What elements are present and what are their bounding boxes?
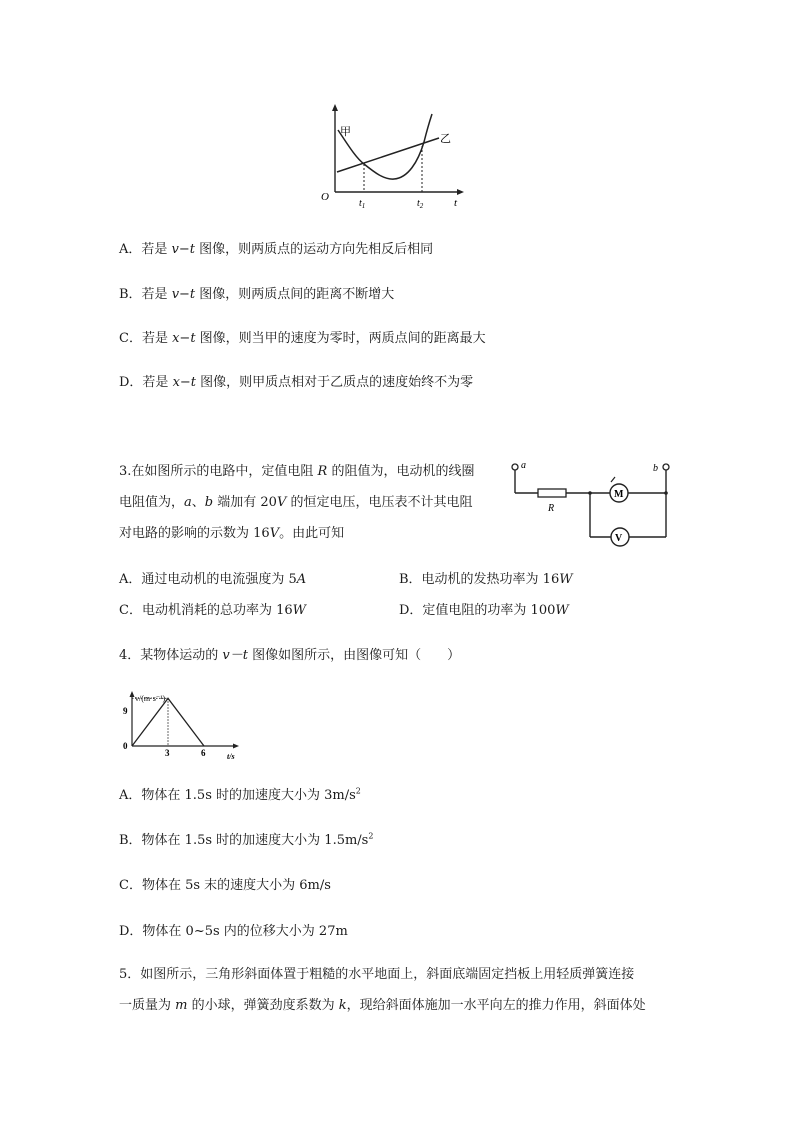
resistor-r xyxy=(538,489,566,497)
label-jia: 甲 xyxy=(340,126,351,138)
label-t-axis: t xyxy=(454,197,458,209)
q3-stem-line1: 3.在如图所示的电路中，定值电阻 R 的阻值为，电动机的线圈 xyxy=(119,464,475,479)
q3-option-a: A．通过电动机的电流强度为 5A xyxy=(119,572,307,587)
voltmeter-label: V xyxy=(615,533,623,544)
motor-label: M xyxy=(614,489,624,500)
q4-option-d: D．物体在 0~5s 内的位移大小为 27m xyxy=(119,924,348,939)
origin-label: 0 xyxy=(123,741,128,751)
q3-option-c: C．电动机消耗的总功率为 16W xyxy=(119,603,306,618)
q2-option-d: D．若是 x−t 图像，则甲质点相对于乙质点的速度始终不为零 xyxy=(119,375,474,390)
x-axis-label: t/s xyxy=(227,752,235,761)
vt-graph xyxy=(117,688,257,763)
y-axis-arrow xyxy=(332,104,338,111)
terminal-b-label: b xyxy=(653,463,658,474)
q4-option-c: C．物体在 5s 末的速度大小为 6m/s xyxy=(119,878,331,893)
x-axis-arrow xyxy=(457,189,464,195)
q5-stem-line2: 一质量为 m 的小球，弹簧劲度系数为 k，现给斜面体施加一水平向左的推力作用，斜面体处 xyxy=(119,998,646,1013)
y-tick-9: 9 xyxy=(123,706,128,716)
q2-option-c: C．若是 x−t 图像，则当甲的速度为零时，两质点间的距离最大 xyxy=(119,331,486,346)
terminal-b xyxy=(663,464,669,470)
line-yi xyxy=(337,138,439,172)
label-t2: $t_2$ xyxy=(417,198,424,210)
x-tick-3: 3 xyxy=(165,748,170,758)
q2-option-b: B．若是 v−t 图像，则两质点间的距离不断增大 xyxy=(119,287,395,302)
terminal-a-label: a xyxy=(521,460,526,471)
q2-option-a: A．若是 v−t 图像，则两质点的运动方向先相反后相同 xyxy=(119,242,434,257)
x-tick-6: 6 xyxy=(201,748,206,758)
q3-option-b: B．电动机的发热功率为 16W xyxy=(399,572,573,587)
y-axis-label: v/(m·s⁻¹) xyxy=(135,694,166,703)
q3-stem-line2: 电阻值为，a、b 端加有 20V 的恒定电压，电压表不计其电阻 xyxy=(119,495,473,510)
x-axis-arrow xyxy=(233,744,239,749)
terminal-a xyxy=(512,464,518,470)
label-origin: O xyxy=(321,191,329,203)
motor-mark xyxy=(611,477,615,482)
circuit-diagram xyxy=(505,455,680,555)
label-t1: $t_1$ xyxy=(359,198,366,210)
q3-option-d: D．定值电阻的功率为 100W xyxy=(399,603,569,618)
resistor-label: R xyxy=(548,503,555,514)
q4-option-b: B．物体在 1.5s 时的加速度大小为 $1.5m/s^2$ xyxy=(119,831,374,848)
q4-option-a: A．物体在 1.5s 时的加速度大小为 $3m/s^2$ xyxy=(119,786,361,803)
q3-stem-line3: 对电路的影响的示数为 16V。由此可知 xyxy=(119,526,345,541)
q5-stem-line1: 5．如图所示，三角形斜面体置于粗糙的水平地面上，斜面底端固定挡板上用轻质弹簧连接 xyxy=(119,967,635,982)
curve-jia xyxy=(338,114,432,179)
figure-jia-yi-graph xyxy=(318,100,468,215)
label-yi: 乙 xyxy=(440,133,451,145)
q4-stem: 4．某物体运动的 v－t 图像如图所示，由图像可知（ ） xyxy=(119,648,461,663)
y-axis-arrow xyxy=(130,691,135,697)
